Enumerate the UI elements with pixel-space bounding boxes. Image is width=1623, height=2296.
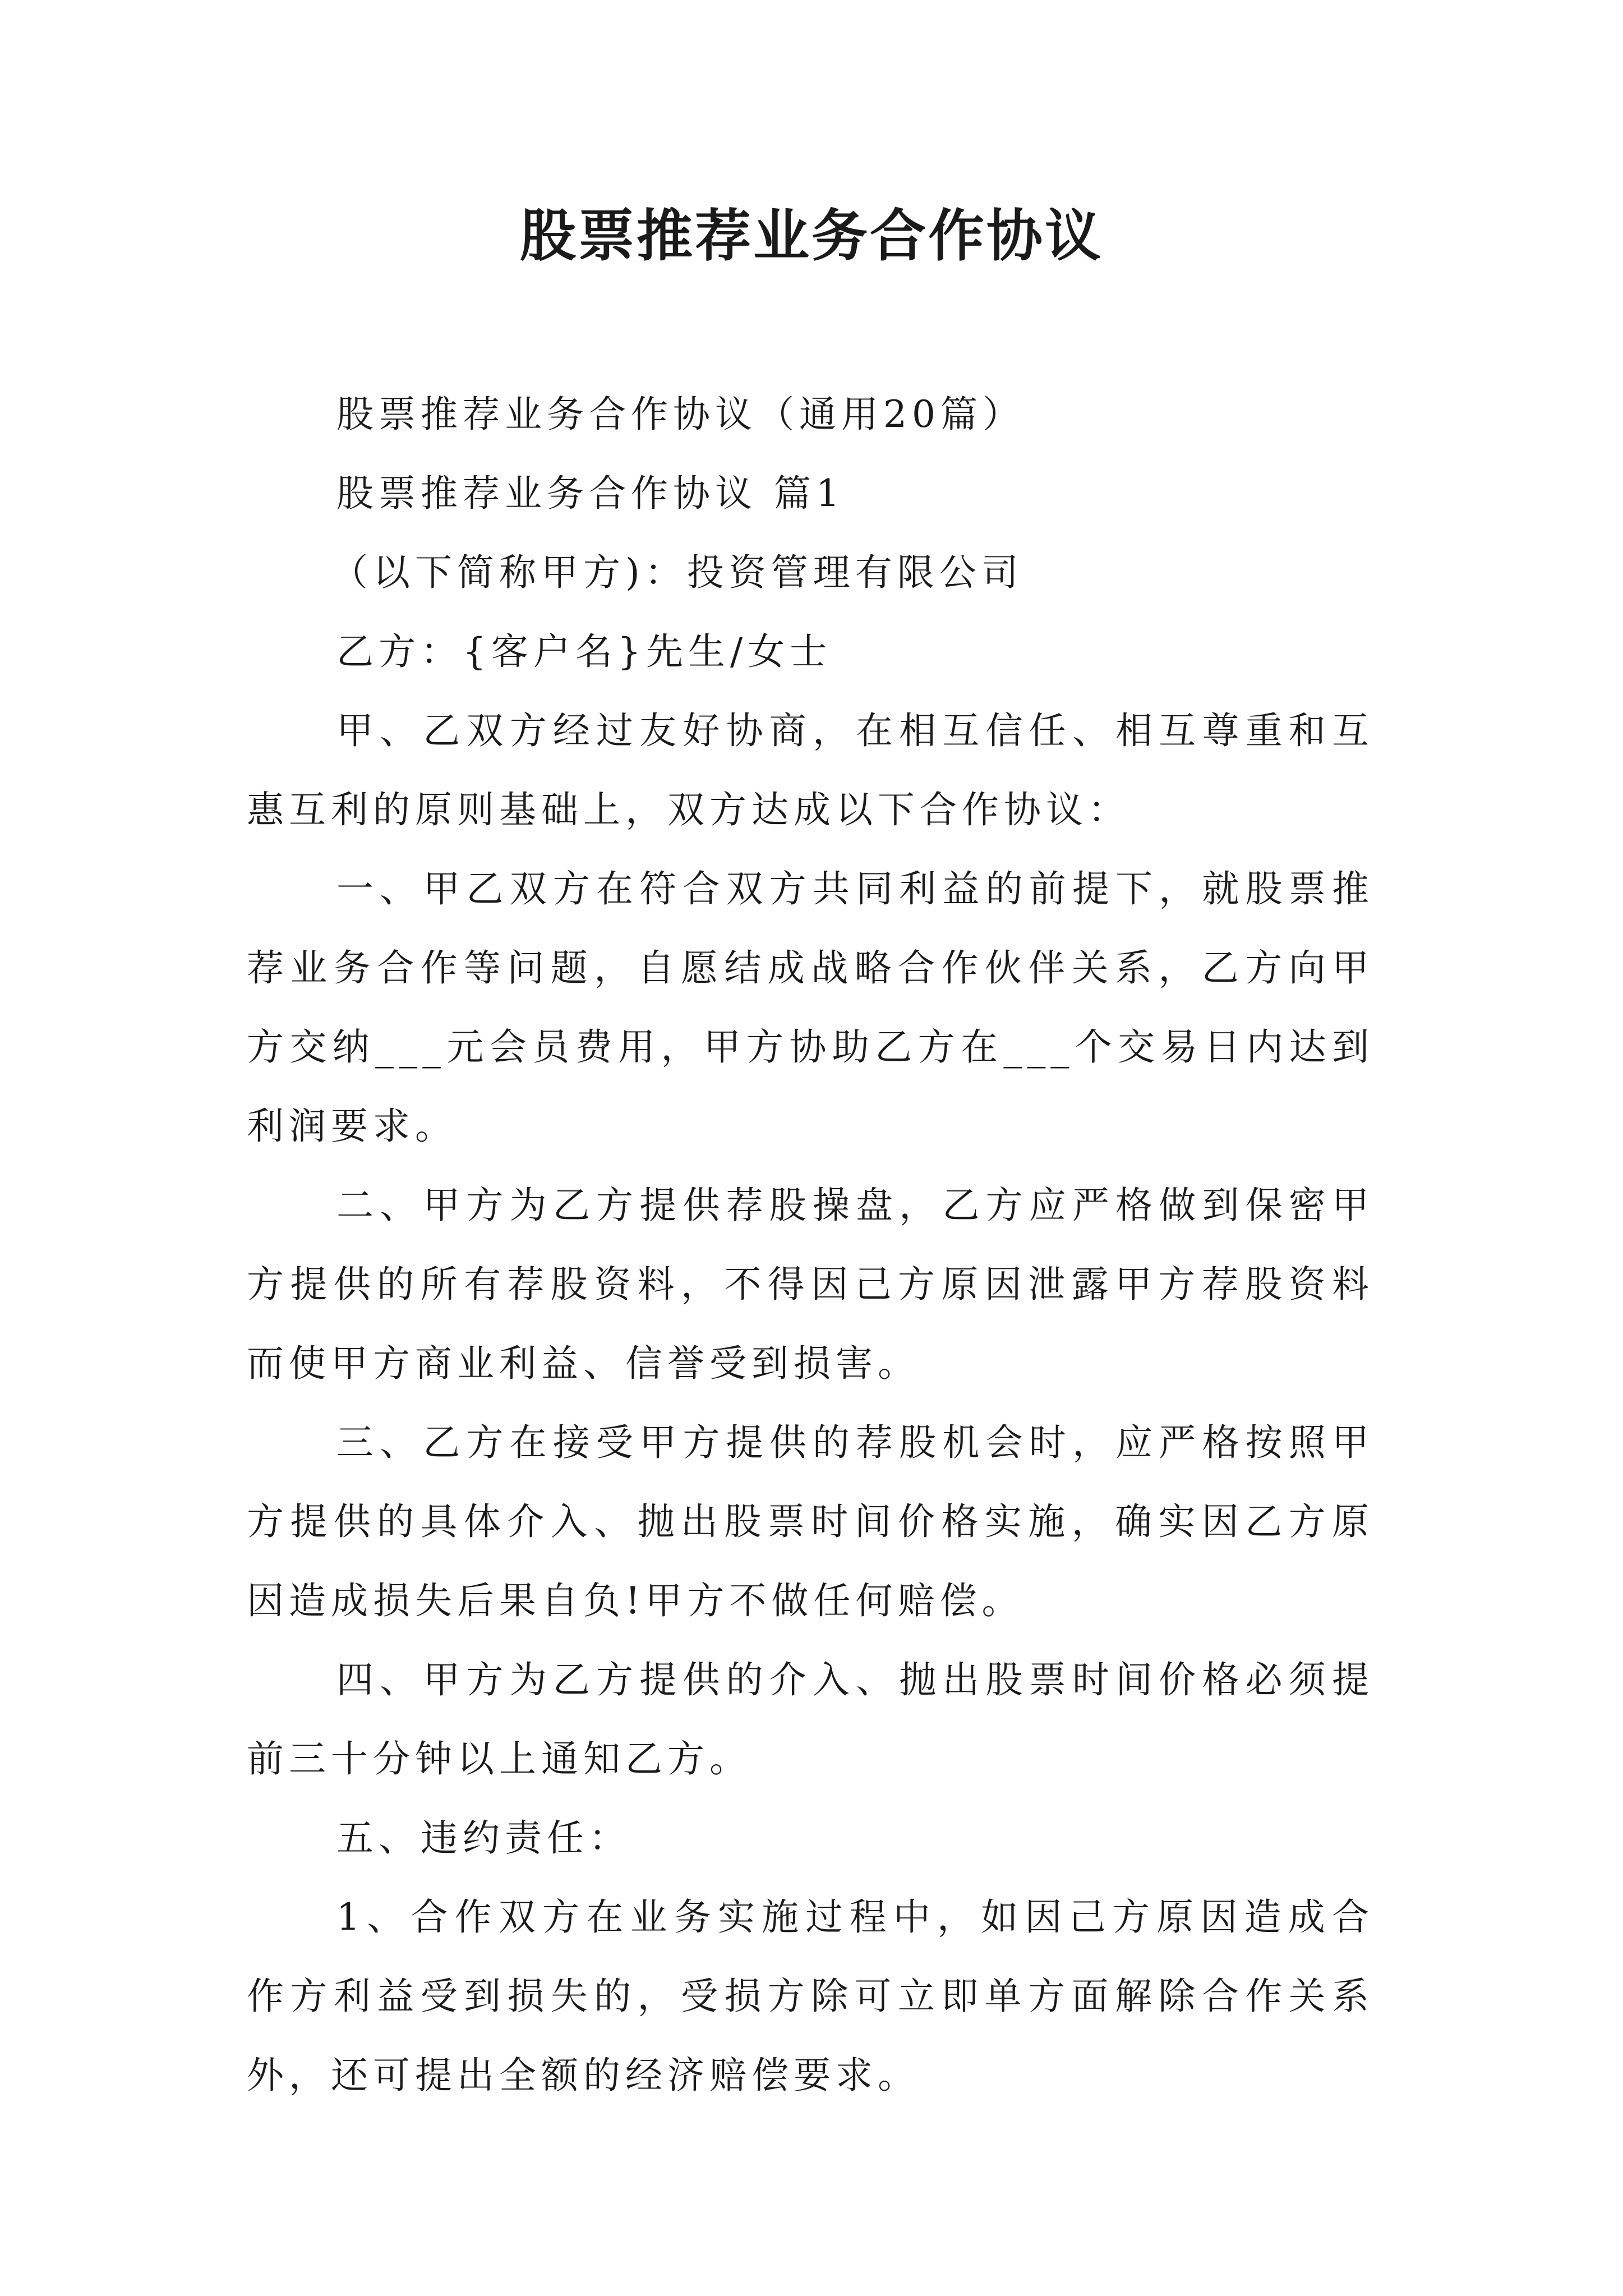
paragraph-heading-part-1: 股票推荐业务合作协议 篇1 — [336, 472, 845, 515]
document-body — [247, 375, 1374, 2115]
paragraph-party-b: 乙方：{客户名}先生/女士 — [336, 630, 832, 673]
paragraph-preamble: 甲、乙双方经过友好协商，在相互信任、相互尊重和互惠互利的原则基础上，双方达成以下合作协议： — [247, 709, 1374, 831]
paragraph-subtitle: 股票推荐业务合作协议（通用20篇） — [336, 393, 1025, 436]
paragraph-clause-5-item-1: 1、合作双方在业务实施过程中，如因己方原因造成合作方利益受到损失的，受损方除可立即单方面解除合作关系外，还可提出全额的经济赔偿要求。 — [247, 1895, 1374, 2097]
paragraph-clause-1: 一、甲乙双方在符合双方共同利益的前提下，就股票推荐业务合作等问题，自愿结成战略合作伙伴关系，乙方向甲方交纳___元会员费用，甲方协助乙方在___个交易日内达到利润要求。 — [247, 867, 1374, 1148]
paragraph-clause-5-heading: 五、违约责任： — [336, 1816, 631, 1860]
paragraph-clause-3: 三、乙方在接受甲方提供的荐股机会时，应严格按照甲方提供的具体介入、抛出股票时间价格实施，确实因乙方原因造成损失后果自负!甲方不做任何赔偿。 — [247, 1421, 1374, 1622]
document-title: 股票推荐业务合作协议 — [520, 203, 1103, 269]
paragraph-clause-2: 二、甲方为乙方提供荐股操盘，乙方应严格做到保密甲方提供的所有荐股资料，不得因己方原因泄露甲方荐股资料而使甲方商业利益、信誉受到损害。 — [247, 1184, 1374, 1385]
paragraph-clause-4: 四、甲方为乙方提供的介入、抛出股票时间价格必须提前三十分钟以上通知乙方。 — [247, 1658, 1374, 1780]
paragraph-party-a: （以下简称甲方)：投资管理有限公司 — [331, 551, 1023, 594]
